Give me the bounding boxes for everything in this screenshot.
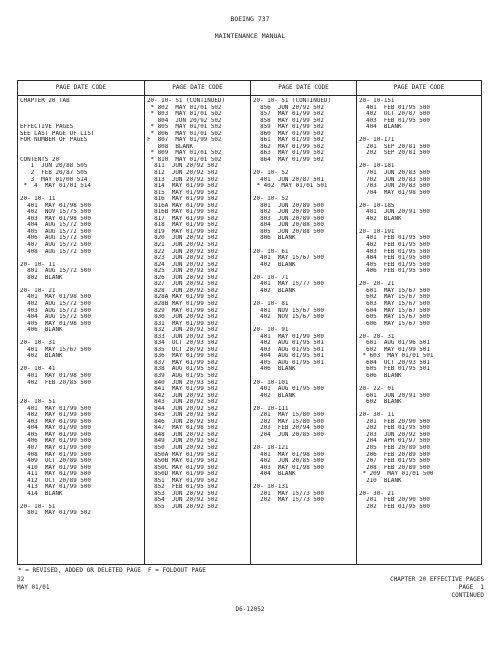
- entry-line: 863 MAY 01/99 502: [253, 150, 324, 157]
- entry-line: 826 JUN 20/92 502: [147, 274, 218, 281]
- entry-line: 20- 10- 71: [253, 274, 289, 281]
- entry-line: 861 MAY 01/99 502: [253, 137, 324, 144]
- entry-line: 858 MAY 01/99 502: [253, 117, 324, 124]
- entry-line: 404 AUG 01/95 501: [253, 353, 324, 360]
- entry-line: 846 JUN 20/92 502: [147, 418, 218, 425]
- entry-line: 843 JUN 20/92 502: [147, 399, 218, 406]
- entry-line: 856 JUN 20/92 502: [253, 104, 324, 111]
- entry-line: 402 OCT 20/87 500: [359, 111, 430, 118]
- entry-line: SEE LAST PAGE OF LIST: [20, 130, 95, 137]
- entry-line: 404 MAY 01/99 500: [20, 425, 91, 432]
- entry-line: F 807 MAY 01/99 502: [147, 137, 222, 144]
- entry-line: 405 MAY 01/99 500: [20, 431, 91, 438]
- entry-line: 205 FEB 20/89 500: [359, 444, 430, 451]
- entry-line: 411 MAY 01/99 500: [20, 471, 91, 478]
- document-number: D6-12052: [235, 606, 265, 613]
- entry-line: 20- 10-191: [359, 228, 395, 235]
- entry-line: 827 JUN 20/92 502: [147, 281, 218, 288]
- entry-line: 602 MAY 15/67 500: [359, 294, 430, 301]
- entry-line: 844 JUN 20/92 502: [147, 405, 218, 412]
- entry-line: 1 JUN 20/88 505: [20, 163, 88, 170]
- entry-line: 402 AUG 01/95 501: [253, 340, 324, 347]
- entry-line: 20- 10- 21: [20, 287, 56, 294]
- entry-line: 20- 10- 51 (CONTINUED): [147, 98, 226, 104]
- entry-line: 201 FEB 20/90 500: [359, 418, 430, 425]
- entry-line: 401 MAY 01/98 500: [253, 451, 324, 458]
- table-column-2: [145, 81, 250, 564]
- entry-line: 20- 10- 51: [20, 399, 56, 406]
- entry-line: 403 MAY 01/98 500: [253, 464, 324, 471]
- entry-line: 20- 10- 11: [20, 261, 56, 268]
- footer-section-title: CHAPTER 20 EFFECTIVE PAGES: [390, 576, 484, 583]
- entry-line: 402 NOV 15/75 500: [20, 209, 91, 216]
- entry-line: 801 AUG 15/72 500: [20, 268, 91, 275]
- entry-line: 401 MAY 01/99 500: [20, 405, 91, 412]
- entry-line: 414 BLANK: [20, 490, 63, 497]
- entry-line: * 603 MAY 01/01 501: [359, 353, 434, 360]
- entry-line: 401 MAY 01/98 500: [20, 372, 91, 379]
- entry-line: 412 OCT 20/89 500: [20, 477, 91, 484]
- entry-line: 804 JUN 20/88 500: [253, 222, 324, 229]
- entry-line: 401 MAY 01/98 500: [20, 294, 91, 301]
- entry-line: 801 MAY 01/99 502: [20, 510, 91, 517]
- entry-line: 201 MAY 15/80 500: [253, 412, 324, 419]
- entry-line: 20- 10-131: [253, 484, 289, 491]
- column-header: PAGE DATE CODE: [393, 84, 445, 91]
- column-header: PAGE DATE CODE: [278, 84, 329, 91]
- entry-line: 817 MAY 01/99 502: [147, 215, 218, 222]
- entry-line: 401 MAY 15/67 500: [253, 255, 324, 262]
- entry-line: 406 MAY 01/99 500: [20, 438, 91, 445]
- column-lines: [147, 98, 249, 510]
- entry-line: 401 JUN 20/91 500: [359, 209, 430, 216]
- entry-line: 857 MAY 01/99 502: [253, 111, 324, 118]
- entry-line: 20- 10-111: [253, 405, 289, 412]
- entry-line: 702 JUN 20/83 500: [359, 176, 430, 183]
- table-column-3: [251, 81, 356, 564]
- column-header: PAGE DATE CODE: [172, 84, 223, 91]
- entry-line: 830 JUN 20/92 502: [147, 314, 218, 321]
- entry-line: 853 JUN 20/92 502: [147, 490, 218, 497]
- entry-line: 20- 10- 41: [20, 366, 56, 373]
- entry-line: 406 BLANK: [253, 366, 296, 373]
- entry-line: 831 MAY 01/99 502: [147, 320, 218, 327]
- entry-line: 20- 20- 31: [359, 333, 395, 340]
- entry-line: 864 MAY 01/99 502: [253, 156, 324, 163]
- entry-line: 403 MAY 01/99 500: [20, 418, 91, 425]
- entry-line: 601 JUN 20/91 500: [359, 392, 430, 399]
- entry-line: 404 FEB 01/95 500: [359, 255, 430, 262]
- entry-line: 802 JUN 20/89 500: [253, 209, 324, 216]
- entry-line: 820 JUN 20/92 502: [147, 235, 218, 242]
- entry-line: 20- 10- 11: [20, 196, 56, 203]
- entry-line: 20- 30- 21: [359, 490, 395, 497]
- entry-line: 839 AUG 01/95 502: [147, 372, 218, 379]
- entry-line: 410 MAY 01/99 500: [20, 464, 91, 471]
- entry-line: 402 BLANK: [20, 353, 63, 360]
- entry-line: 828 JUN 20/92 502: [147, 287, 218, 294]
- entry-line: 803 JUN 20/89 500: [253, 215, 324, 222]
- entry-line: 701 JUN 20/83 500: [359, 170, 430, 177]
- entry-line: 402 AUG 15/72 500: [20, 300, 91, 307]
- entry-line: 405 AUG 01/95 501: [253, 359, 324, 366]
- column-lines: [20, 98, 143, 517]
- entry-line: 804 JUN 20/92 502: [147, 117, 222, 124]
- entry-line: 20- 10- 31: [20, 340, 56, 347]
- entry-line: 811 JUN 20/92 502: [147, 163, 218, 170]
- entry-line: 604 OCT 20/93 501: [359, 359, 430, 366]
- entry-line: 402 FEB 20/85 500: [20, 379, 91, 386]
- entry-line: 405 FEB 01/95 500: [359, 261, 430, 268]
- entry-line: 405 AUG 15/72 500: [20, 228, 91, 235]
- entry-line: CONTENTS 20: [20, 156, 60, 163]
- entry-line: 402 BLANK: [359, 215, 402, 222]
- entry-line: 401 MAY 01/99 500: [253, 333, 324, 340]
- entry-line: 814 MAY 01/99 502: [147, 183, 218, 190]
- entry-line: 822 JUN 20/92 502: [147, 248, 218, 255]
- entry-line: 402 FEB 01/95 500: [359, 242, 430, 249]
- entry-line: 406 BLANK: [20, 327, 63, 334]
- entry-line: 816 MAY 01/99 502: [147, 196, 218, 203]
- entry-line: 402 BLANK: [253, 392, 296, 399]
- entry-line: 850A MAY 01/99 502: [147, 451, 218, 458]
- entry-line: 813 JUN 20/92 502: [147, 176, 218, 183]
- entry-line: 20- 10- 51 (CONTINUED): [253, 98, 332, 104]
- entry-line: 20- 10-121: [253, 444, 289, 451]
- entry-line: 841 MAY 01/99 502: [147, 386, 218, 393]
- entry-line: 402 JUN 20/85 500: [253, 458, 324, 465]
- entry-line: 402 BLANK: [253, 261, 296, 268]
- entry-line: 20- 10- 52: [253, 196, 289, 203]
- entry-line: 802 BLANK: [20, 274, 63, 281]
- entry-line: 401 FEB 01/95 500: [359, 235, 430, 242]
- entry-line: 859 MAY 01/99 502: [253, 124, 324, 131]
- entry-line: 203 FEB 20/94 500: [253, 425, 324, 432]
- entry-line: * 810 MAY 01/01 502: [147, 156, 222, 163]
- entry-line: CHAPTER 20 TAB: [20, 98, 70, 104]
- entry-line: 402 NOV 15/67 500: [253, 314, 324, 321]
- entry-line: 824 JUN 20/92 502: [147, 261, 218, 268]
- table-column-4: [357, 81, 481, 564]
- entry-line: 605 FEB 01/95 501: [359, 366, 430, 373]
- entry-line: 401 FEB 01/95 500: [359, 104, 430, 111]
- entry-line: 20- 10- 52: [253, 170, 289, 177]
- entry-line: 403 AUG 15/72 500: [20, 307, 91, 314]
- entry-line: 837 MAY 01/99 502: [147, 359, 218, 366]
- entry-line: 401 AUG 01/95 500: [253, 386, 324, 393]
- entry-line: 854 JUN 20/92 502: [147, 497, 218, 504]
- entry-line: 402 BLANK: [253, 287, 296, 294]
- entry-line: 20- 10- 91: [253, 327, 289, 334]
- entry-line: 821 JUN 20/92 502: [147, 242, 218, 249]
- entry-line: 850B MAY 01/99 502: [147, 458, 218, 465]
- entry-line: 601 MAY 15/67 500: [359, 287, 430, 294]
- entry-line: 852 FEB 01/95 502: [147, 484, 218, 491]
- entry-line: 20- 10-185: [359, 202, 395, 209]
- entry-line: * 803 MAY 01/01 502: [147, 111, 222, 118]
- entry-line: 836 MAY 01/99 502: [147, 353, 218, 360]
- entry-line: 850C MAY 01/99 502: [147, 464, 218, 471]
- entry-line: 855 JUN 20/92 502: [147, 503, 218, 510]
- entry-line: 602 BLANK: [359, 399, 402, 406]
- manual-subtitle: MAINTENANCE MANUAL: [214, 32, 286, 40]
- entry-line: 206 FEB 20/89 500: [359, 451, 430, 458]
- entry-line: 409 OCT 20/89 500: [20, 458, 91, 465]
- entry-line: * 802 MAY 01/01 502: [147, 104, 222, 111]
- entry-line: 208 FEB 20/89 500: [359, 464, 430, 471]
- entry-line: * 4 MAY 01/01 514: [20, 183, 91, 190]
- entry-line: 816A MAY 01/99 502: [147, 202, 218, 209]
- entry-line: 408 AUG 15/72 500: [20, 248, 91, 255]
- entry-line: 404 AUG 15/72 500: [20, 222, 91, 229]
- entry-line: 406 FEB 01/95 500: [359, 268, 430, 275]
- footer-page-number: PAGE 1: [458, 584, 484, 591]
- entry-line: 202 SEP 20/81 500: [359, 150, 430, 157]
- entry-line: 801 JUN 20/89 500: [253, 202, 324, 209]
- entry-line: 818 MAY 01/99 502: [147, 222, 218, 229]
- entry-line: 408 MAY 01/99 500: [20, 451, 91, 458]
- entry-line: 850 JUN 20/92 502: [147, 444, 218, 451]
- entry-line: 601 AUG 01/96 501: [359, 340, 430, 347]
- entry-line: * 809 MAY 01/01 502: [147, 150, 222, 157]
- entry-line: 812 JUN 20/92 502: [147, 170, 218, 177]
- entry-line: 604 MAY 15/67 500: [359, 307, 430, 314]
- entry-line: 404 BLANK: [253, 471, 296, 478]
- entry-line: 3 MAY 01/00 514: [20, 176, 88, 183]
- entry-line: 403 MAY 01/98 500: [20, 215, 91, 222]
- entry-line: 828B MAY 01/99 502: [147, 300, 218, 307]
- entry-line: 202 MAY 15/73 500: [253, 497, 324, 504]
- entry-line: 20- 10-181: [359, 163, 395, 170]
- entry-line: 845 JUN 20/92 502: [147, 412, 218, 419]
- entry-line: 829 MAY 01/99 502: [147, 307, 218, 314]
- entry-line: 20- 10- 81: [253, 300, 289, 307]
- manual-title: BOEING 737: [230, 15, 270, 23]
- entry-line: 403 AUG 01/95 501: [253, 346, 324, 353]
- column-header: PAGE DATE CODE: [55, 84, 107, 91]
- column-lines: [253, 98, 355, 504]
- entry-line: 202 FEB 01/95 500: [359, 425, 430, 432]
- entry-line: 819 MAY 01/99 502: [147, 228, 218, 235]
- entry-line: 406 AUG 15/72 500: [20, 235, 91, 242]
- entry-line: 851 MAY 01/99 502: [147, 477, 218, 484]
- entry-line: 703 JUN 20/83 500: [359, 183, 430, 190]
- entry-line: 413 MAY 01/99 500: [20, 484, 91, 491]
- entry-line: 20- 30- 11: [359, 412, 395, 419]
- entry-line: 849 JUN 20/92 502: [147, 438, 218, 445]
- entry-line: 825 JUN 20/92 502: [147, 268, 218, 275]
- entry-line: 602 MAY 01/99 501: [359, 346, 430, 353]
- entry-line: 201 SEP 20/81 500: [359, 143, 430, 150]
- entry-line: 202 FEB 01/95 500: [359, 503, 430, 510]
- entry-line: 805 JUN 20/88 500: [253, 228, 324, 235]
- entry-line: 201 MAY 15/73 500: [253, 490, 324, 497]
- effective-pages-table: [17, 80, 482, 565]
- entry-line: 847 MAY 01/98 502: [147, 425, 218, 432]
- entry-line: 832 JUN 20/92 502: [147, 327, 218, 334]
- entry-line: 403 FEB 01/95 500: [359, 117, 430, 124]
- entry-line: 402 MAY 01/99 500: [20, 412, 91, 419]
- entry-line: 203 JUN 20/92 500: [359, 431, 430, 438]
- entry-line: 860 MAY 01/99 502: [253, 130, 324, 137]
- entry-line: 816B MAY 01/99 502: [147, 209, 218, 216]
- entry-line: 401 MAY 15/67 500: [20, 346, 91, 353]
- revision-legend: * = REVISED, ADDED OR DELETED PAGE F = FOLDOUT PAGE: [18, 567, 206, 574]
- entry-line: 603 MAY 15/67 500: [359, 300, 430, 307]
- entry-line: 848 JUN 20/92 502: [147, 431, 218, 438]
- entry-line: 207 FEB 01/95 500: [359, 458, 430, 465]
- entry-line: 606 MAY 15/67 500: [359, 320, 430, 327]
- entry-line: 20- 10-171: [359, 137, 395, 144]
- entry-line: 204 APR 01/97 500: [359, 438, 430, 445]
- entry-line: 823 JUN 20/92 502: [147, 255, 218, 262]
- entry-line: 20- 10-151: [359, 98, 395, 104]
- entry-line: 407 MAY 01/99 500: [20, 444, 91, 451]
- entry-line: 201 FEB 20/90 500: [359, 497, 430, 504]
- entry-line: 828A MAY 01/99 502: [147, 294, 218, 301]
- entry-line: 20- 20- 21: [359, 281, 395, 288]
- entry-line: * 806 MAY 01/01 502: [147, 130, 222, 137]
- entry-line: 838 AUG 01/95 502: [147, 366, 218, 373]
- entry-line: 605 MAY 15/67 500: [359, 314, 430, 321]
- footer-continued: CONTINUED: [451, 592, 484, 599]
- entry-line: 704 MAY 01/98 500: [359, 189, 430, 196]
- entry-line: 401 MAY 01/98 500: [20, 202, 91, 209]
- entry-line: 833 JUN 20/92 502: [147, 333, 218, 340]
- entry-line: 842 JUN 20/92 502: [147, 392, 218, 399]
- column-lines: [359, 98, 480, 510]
- entry-line: 862 MAY 01/99 502: [253, 143, 324, 150]
- entry-line: 204 JUN 20/85 500: [253, 431, 324, 438]
- entry-line: 606 BLANK: [359, 372, 402, 379]
- entry-line: 401 JUN 20/87 501: [253, 176, 324, 183]
- entry-line: 2 FEB 20/87 505: [20, 170, 88, 177]
- entry-line: * 209 MAY 01/01 500: [359, 471, 434, 478]
- entry-line: 403 FEB 01/95 500: [359, 248, 430, 255]
- entry-line: 404 BLANK: [359, 124, 402, 131]
- entry-line: 808 BLANK: [147, 143, 194, 150]
- entry-line: 407 AUG 15/72 500: [20, 242, 91, 249]
- entry-line: FOR NUMBER OF PAGES: [20, 137, 88, 144]
- entry-line: 835 OCT 20/92 502: [147, 346, 218, 353]
- entry-line: 840 JUN 20/93 502: [147, 379, 218, 386]
- entry-line: 834 OCT 20/93 502: [147, 340, 218, 347]
- entry-line: 20- 10- 51: [20, 503, 56, 510]
- entry-line: 210 BLANK: [359, 477, 402, 484]
- entry-line: 20- 10-101: [253, 379, 289, 386]
- entry-line: 20- 22- 01: [359, 386, 395, 393]
- entry-line: 404 AUG 15/72 500: [20, 314, 91, 321]
- entry-line: * 402 MAY 01/01 501: [253, 183, 328, 190]
- entry-line: 405 MAY 01/98 500: [20, 320, 91, 327]
- footer-chapter-number: 32: [17, 576, 25, 583]
- entry-line: 401 MAY 15/77 500: [253, 281, 324, 288]
- entry-line: * 805 MAY 01/01 502: [147, 124, 222, 131]
- entry-line: 806 BLANK: [253, 235, 296, 242]
- table-column-1: [18, 81, 144, 564]
- entry-line: EFFECTIVE PAGES: [20, 124, 74, 131]
- entry-line: 850D MAY 01/99 502: [147, 471, 218, 478]
- entry-line: 20- 10- 61: [253, 248, 289, 255]
- entry-line: 815 MAY 01/99 502: [147, 189, 218, 196]
- entry-line: 401 NOV 15/67 500: [253, 307, 324, 314]
- footer-date: MAY 01/01: [17, 584, 50, 591]
- entry-line: 202 MAY 15/80 500: [253, 418, 324, 425]
